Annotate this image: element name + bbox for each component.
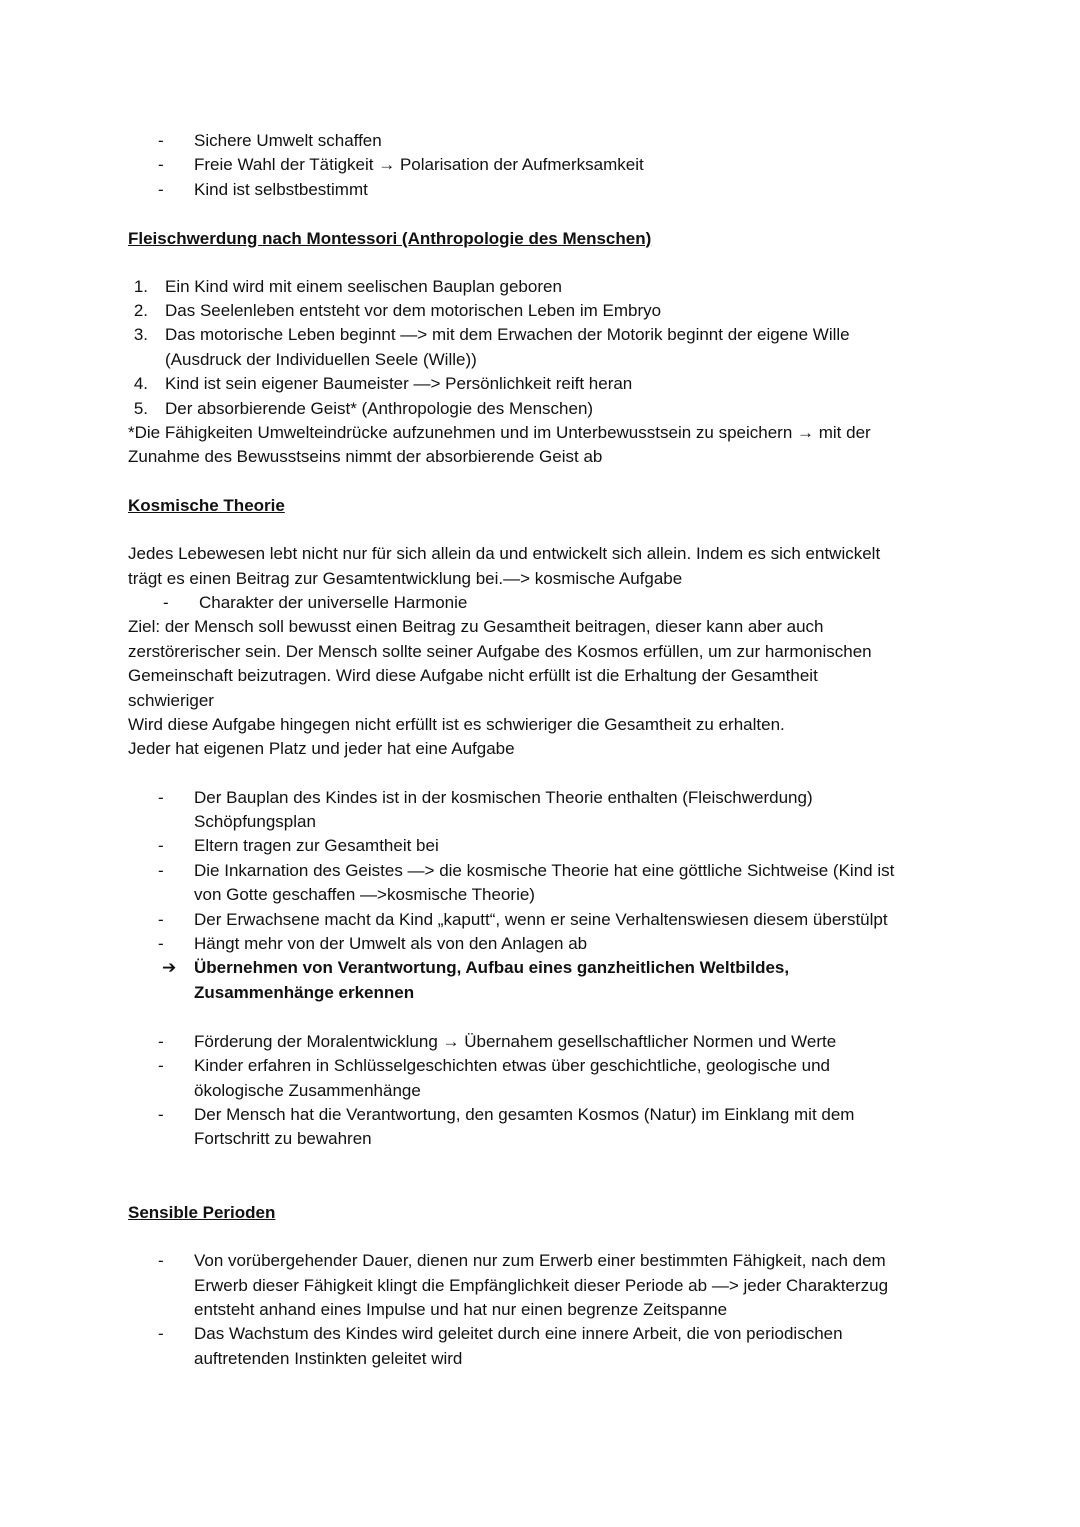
- bullet-dash: -: [163, 593, 169, 612]
- bullet-dash: -: [158, 1324, 164, 1343]
- emphasis-item-continuation: Zusammenhänge erkennen: [194, 983, 415, 1002]
- list-number: 1.: [133, 277, 148, 296]
- sub-bullet-item: Charakter der universelle Harmonie: [199, 593, 468, 612]
- bullet-dash: -: [158, 1251, 164, 1270]
- list-item: Sichere Umwelt schaffen: [194, 131, 382, 150]
- bullet-dash: -: [158, 131, 164, 150]
- list-item: Der absorbierende Geist* (Anthropologie des Menschen): [165, 399, 594, 418]
- list-item-continuation: (Ausdruck der Individuellen Seele (Wille)): [165, 350, 477, 369]
- list-item-continuation: Erwerb dieser Fähigkeit klingt die Empfänglichkeit dieser Periode ab —> jeder Charakterzug: [194, 1276, 889, 1295]
- list-item: Kind ist sein eigener Baumeister —> Persönlichkeit reift heran: [165, 374, 633, 393]
- bullet-dash: -: [158, 861, 164, 880]
- list-item-continuation: Schöpfungsplan: [194, 812, 316, 831]
- bullet-dash: -: [158, 788, 164, 807]
- emphasis-item: Übernehmen von Verantwortung, Aufbau eines ganzheitlichen Weltbildes,: [194, 958, 790, 977]
- list-item: Eltern tragen zur Gesamtheit bei: [194, 836, 439, 855]
- paragraph-line: Jedes Lebewesen lebt nicht nur für sich allein da und entwickelt sich allein. Indem es sich entwickelt: [128, 544, 881, 563]
- bullet-dash: -: [158, 836, 164, 855]
- list-item: Freie Wahl der Tätigkeit → Polarisation der Aufmerksamkeit: [194, 155, 644, 174]
- paragraph-line: trägt es einen Beitrag zur Gesamtentwicklung bei.—> kosmische Aufgabe: [128, 569, 683, 588]
- paragraph-line: zerstörerischer sein. Der Mensch sollte seiner Aufgabe des Kosmos erfüllen, um zur harmonischen: [128, 642, 872, 661]
- list-number: 2.: [133, 301, 148, 320]
- list-item: Kinder erfahren in Schlüsselgeschichten etwas über geschichtliche, geologische und: [194, 1056, 830, 1075]
- list-number: 4.: [133, 374, 148, 393]
- list-number: 5.: [133, 399, 148, 418]
- section-heading-kosmische-theorie: Kosmische Theorie: [128, 496, 285, 515]
- bullet-dash: -: [158, 934, 164, 953]
- footnote-line: *Die Fähigkeiten Umwelteindrücke aufzunehmen und im Unterbewusstsein zu speichern → mit der: [128, 423, 871, 442]
- list-item: Von vorübergehender Dauer, dienen nur zum Erwerb einer bestimmten Fähigkeit, nach dem: [194, 1251, 886, 1270]
- list-item: Förderung der Moralentwicklung → Übernahem gesellschaftlicher Normen und Werte: [194, 1032, 837, 1051]
- section-heading-sensible-perioden: Sensible Perioden: [128, 1203, 276, 1222]
- bullet-dash: -: [158, 1105, 164, 1124]
- list-number: 3.: [133, 325, 148, 344]
- paragraph-line: Gemeinschaft beizutragen. Wird diese Aufgabe nicht erfüllt ist die Erhaltung der Gesamtheit: [128, 666, 818, 685]
- paragraph-line: schwieriger: [128, 691, 214, 710]
- list-item: Hängt mehr von der Umwelt als von den Anlagen ab: [194, 934, 588, 953]
- list-item-continuation: ökologische Zusammenhänge: [194, 1081, 421, 1100]
- list-item: Der Mensch hat die Verantwortung, den gesamten Kosmos (Natur) im Einklang mit dem: [194, 1105, 855, 1124]
- list-item: Das motorische Leben beginnt —> mit dem Erwachen der Motorik beginnt der eigene Wille: [165, 325, 850, 344]
- list-item: Ein Kind wird mit einem seelischen Bauplan geboren: [165, 277, 562, 296]
- list-item: Das Wachstum des Kindes wird geleitet durch eine innere Arbeit, die von periodischen: [194, 1324, 843, 1343]
- paragraph-line: Jeder hat eigenen Platz und jeder hat eine Aufgabe: [128, 739, 515, 758]
- section-heading-fleischwerdung: Fleischwerdung nach Montessori (Anthropologie des Menschen): [128, 229, 652, 248]
- list-item-continuation: entsteht anhand eines Impulse und hat nur einen begrenze Zeitspanne: [194, 1300, 728, 1319]
- list-item: Kind ist selbstbestimmt: [194, 180, 368, 199]
- bullet-dash: -: [158, 910, 164, 929]
- list-item-continuation: Fortschritt zu bewahren: [194, 1129, 372, 1148]
- arrow-bullet-icon: ➔: [162, 958, 177, 977]
- list-item: Die Inkarnation des Geistes —> die kosmische Theorie hat eine göttliche Sichtweise (Kind ist: [194, 861, 895, 880]
- bullet-dash: -: [158, 180, 164, 199]
- paragraph-line: Ziel: der Mensch soll bewusst einen Beitrag zu Gesamtheit beitragen, dieser kann aber auch: [128, 617, 824, 636]
- bullet-dash: -: [158, 1032, 164, 1051]
- list-item-continuation: von Gotte geschaffen —>kosmische Theorie): [194, 885, 535, 904]
- bullet-dash: -: [158, 155, 164, 174]
- list-item: Der Bauplan des Kindes ist in der kosmischen Theorie enthalten (Fleischwerdung): [194, 788, 813, 807]
- list-item-continuation: auftretenden Instinkten geleitet wird: [194, 1349, 463, 1368]
- bullet-dash: -: [158, 1056, 164, 1075]
- paragraph-line: Wird diese Aufgabe hingegen nicht erfüllt ist es schwieriger die Gesamtheit zu erhalten.: [128, 715, 785, 734]
- list-item: Das Seelenleben entsteht vor dem motorischen Leben im Embryo: [165, 301, 662, 320]
- footnote-line: Zunahme des Bewusstseins nimmt der absorbierende Geist ab: [128, 447, 603, 466]
- list-item: Der Erwachsene macht da Kind „kaputt“, wenn er seine Verhaltenswiesen diesem überstülpt: [194, 910, 888, 929]
